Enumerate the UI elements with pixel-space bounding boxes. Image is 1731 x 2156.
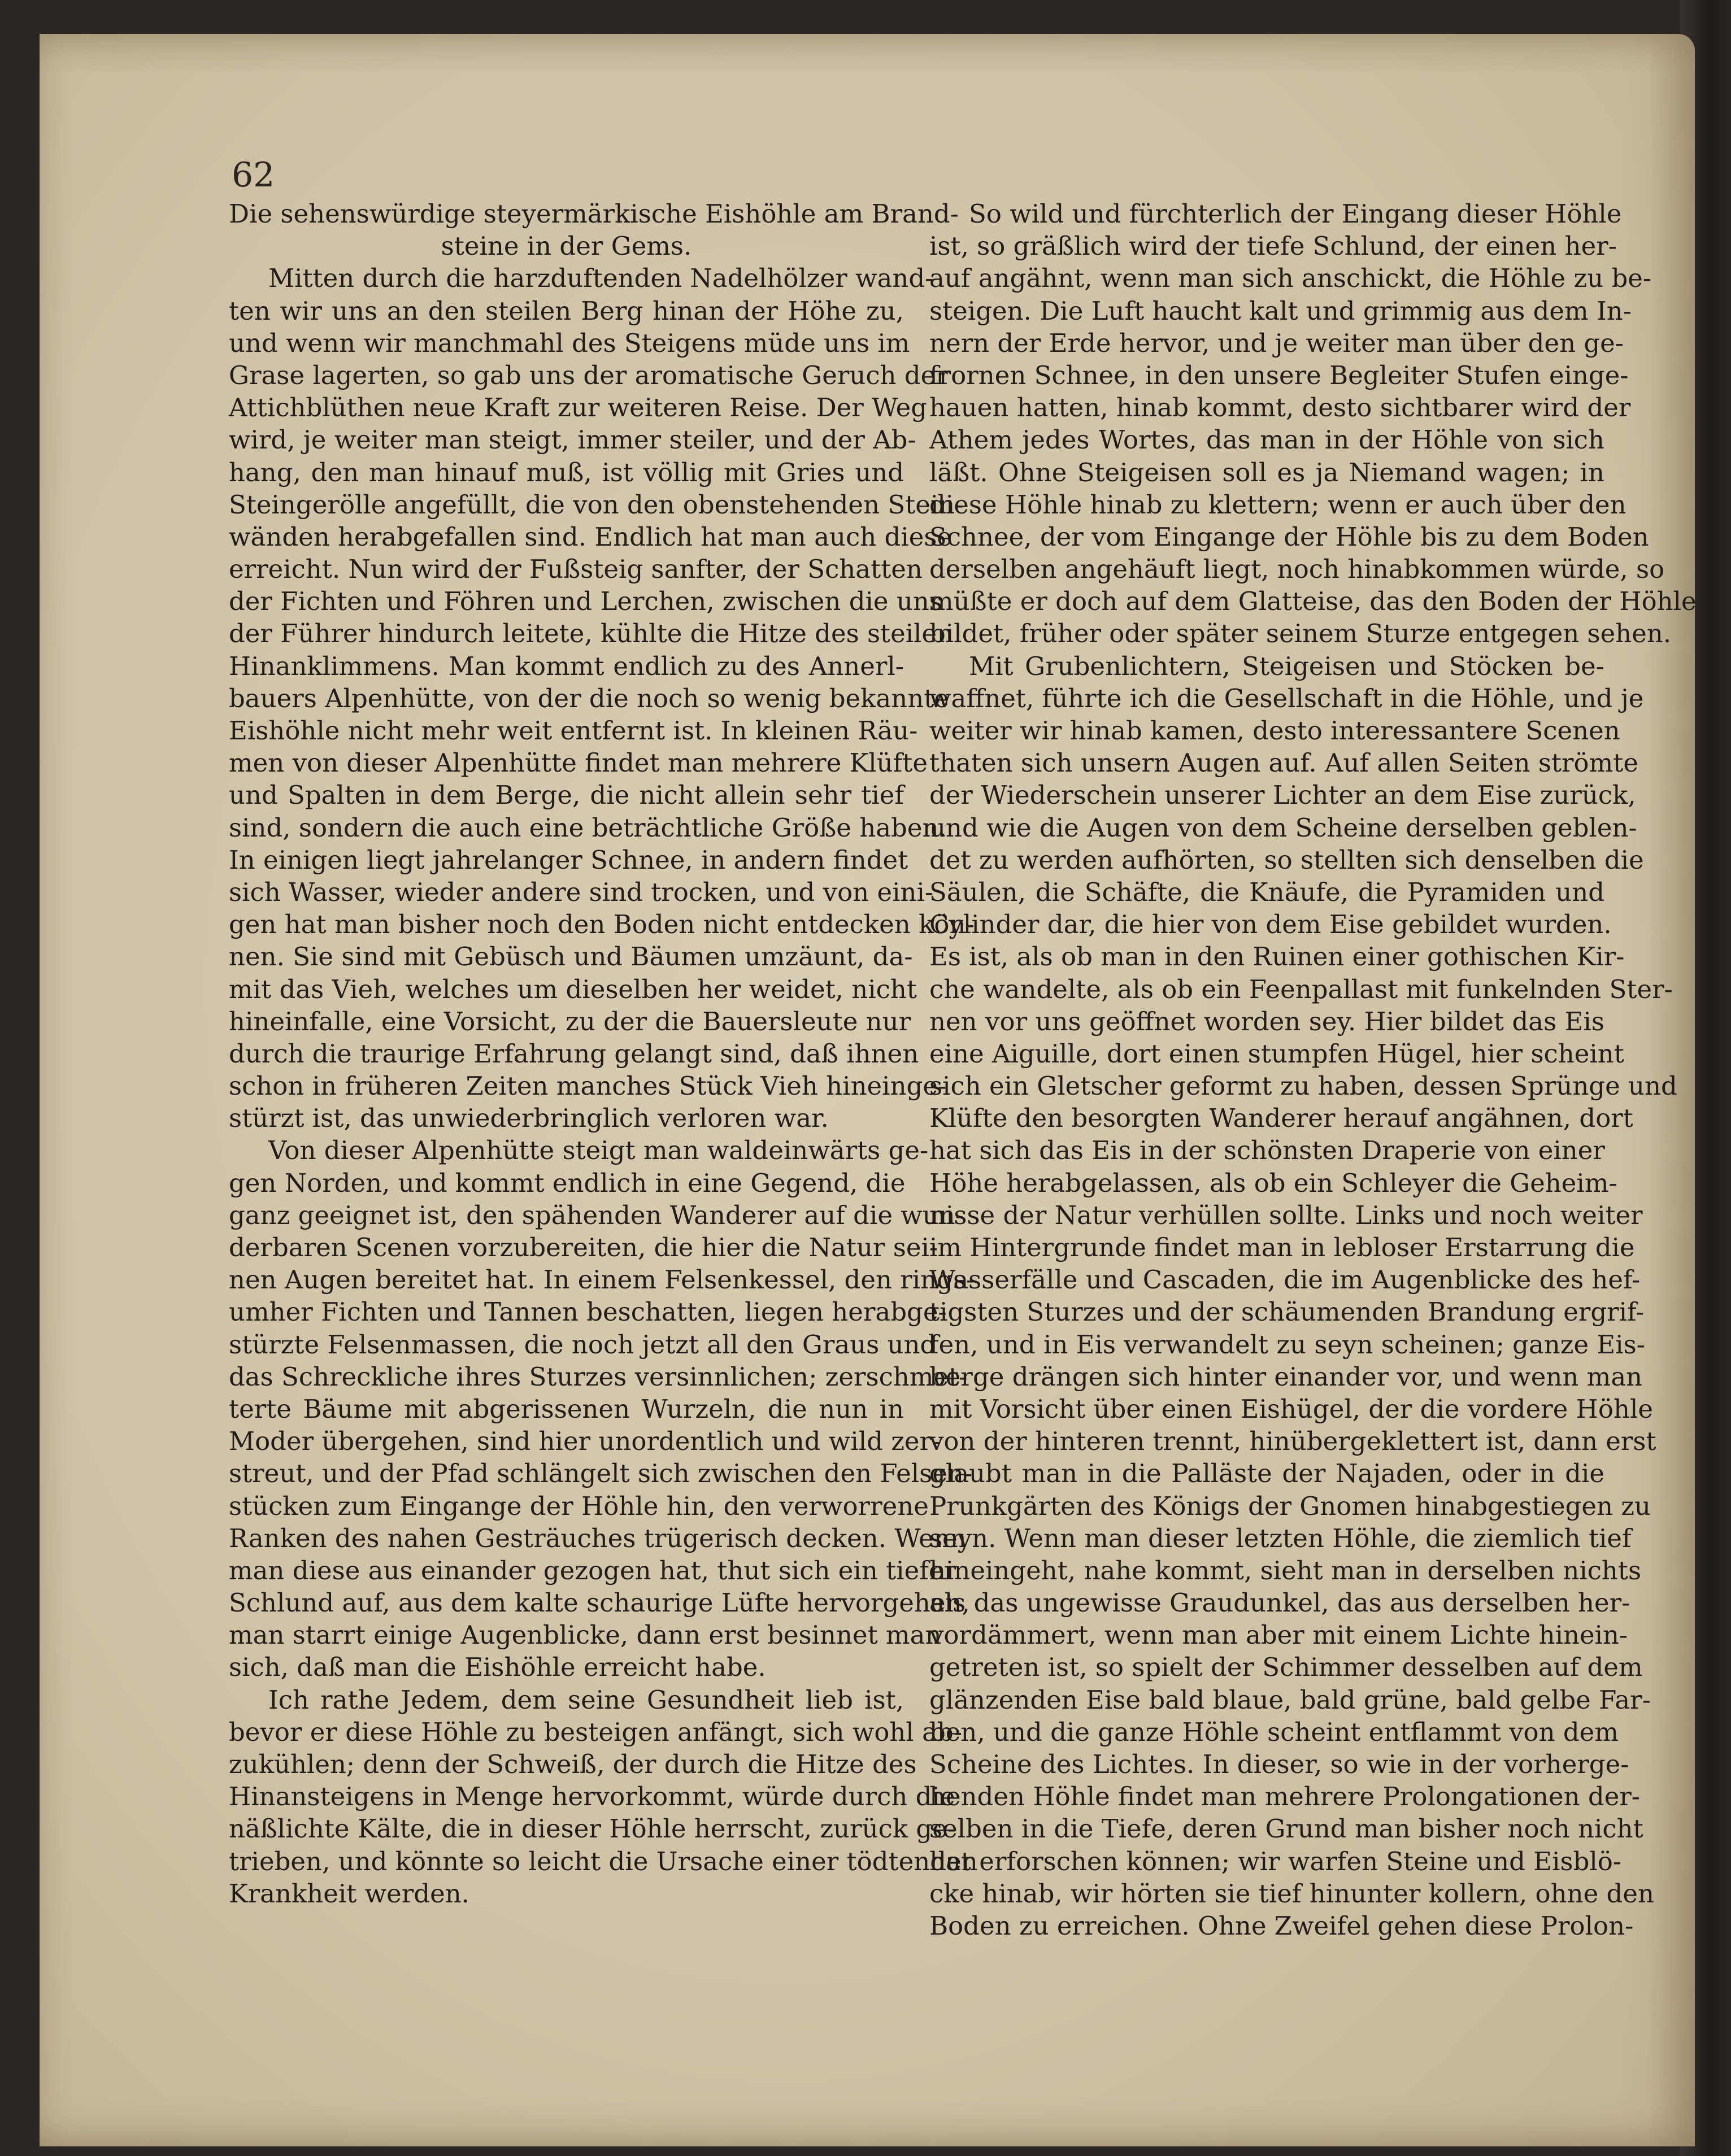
text-line: zukühlen; denn der Schweiß, der durch die Hitze des [229, 1749, 917, 1779]
text-line: Schnee, der vom Eingange der Höhle bis zu dem Boden [929, 521, 1649, 552]
article-title-line: Die sehenswürdige steyermärkische Eishöhle am Brand- [229, 199, 959, 229]
text-line: In einigen liegt jahrelanger Schnee, in andern findet [229, 844, 908, 875]
text-line: glaubt man in die Palläste der Najaden, oder in die [929, 1458, 1604, 1489]
text-line: fen, und in Eis verwandelt zu seyn scheinen; ganze Eis- [929, 1329, 1645, 1360]
text-line: erreicht. Nun wird der Fußsteig sanfter, der Schatten [229, 554, 923, 585]
text-line: und Spalten in dem Berge, die nicht allein sehr tief [229, 780, 904, 811]
text-line: stürzte Felsenmassen, die noch jetzt all den Graus und [229, 1329, 937, 1360]
text-line: Moder übergehen, sind hier unordentlich und wild zer- [229, 1426, 941, 1457]
text-line: che wandelte, als ob ein Feenpallast mit funkelnden Ster- [929, 974, 1673, 1004]
text-line: wird, je weiter man steigt, immer steiler, und der Ab- [229, 425, 916, 455]
text-line: Wasserfälle und Cascaden, die im Augenblicke des hef- [929, 1265, 1641, 1295]
text-line: sind, sondern die auch eine beträchtliche Größe haben. [229, 812, 947, 843]
text-line: frornen Schnee, in den unsere Begleiter Stufen einge- [929, 360, 1629, 390]
text-line: der Wiederschein unserer Lichter an dem Eise zurück, [929, 780, 1636, 811]
text-line: Säulen, die Schäfte, die Knäufe, die Pyramiden und [929, 877, 1604, 907]
text-line: nisse der Natur verhüllen sollte. Links und noch weiter [929, 1200, 1643, 1230]
text-line: Höhe herabgelassen, als ob ein Schleyer die Geheim- [929, 1168, 1617, 1198]
text-line: Hinanklimmens. Man kommt endlich zu des Annerl- [229, 651, 904, 681]
text-line: henden Höhle findet man mehrere Prolongationen der- [929, 1782, 1641, 1812]
text-line: man starrt einige Augenblicke, dann erst besinnet man [229, 1620, 942, 1650]
text-line: mit Vorsicht über einen Eishügel, der die vordere Höhle [929, 1393, 1654, 1424]
text-line: berge drängen sich hinter einander vor, und wenn man [929, 1361, 1643, 1392]
text-line: selben in die Tiefe, deren Grund man bisher noch nicht [929, 1814, 1643, 1844]
text-line: Attichblüthen neue Kraft zur weiteren Reise. Der Weg [229, 393, 928, 423]
text-line: ben, und die ganze Höhle scheint entflammt von dem [929, 1717, 1619, 1747]
text-line: gen Norden, und kommt endlich in eine Gegend, die [229, 1168, 906, 1198]
text-line: derbaren Scenen vorzubereiten, die hier die Natur sei- [229, 1232, 938, 1262]
text-line: hang, den man hinauf muß, ist völlig mit Gries und [229, 457, 904, 487]
text-line: nen Augen bereitet hat. In einem Felsenkessel, den rings- [229, 1265, 975, 1295]
text-line: diese Höhle hinab zu klettern; wenn er auch über den [929, 489, 1626, 520]
text-line: So wild und fürchterlich der Eingang dieser Höhle [969, 199, 1622, 229]
text-line: auf angähnt, wenn man sich anschickt, die Höhle zu be- [929, 263, 1652, 294]
text-line: sich, daß man die Eishöhle erreicht habe. [229, 1652, 766, 1683]
text-line: stücken zum Eingange der Höhle hin, den verworrene [229, 1491, 929, 1521]
text-line: läßt. Ohne Steigeisen soll es ja Niemand wagen; in [929, 457, 1604, 487]
text-line: und wie die Augen von dem Scheine derselben geblen- [929, 812, 1637, 843]
text-line: der Fichten und Föhren und Lerchen, zwischen die uns [229, 586, 942, 617]
left-column [229, 198, 978, 1910]
text-line: Grase lagerten, so gab uns der aromatische Geruch der [229, 360, 948, 390]
text-line: das Schreckliche ihres Sturzes versinnlichen; zerschmet- [229, 1361, 968, 1392]
text-line: Hinansteigens in Menge hervorkommt, würde durch die [229, 1782, 955, 1812]
text-line: men von dieser Alpenhütte findet man mehrere Klüfte [229, 748, 928, 778]
text-line: terte Bäume mit abgerissenen Wurzeln, die nun in [229, 1393, 904, 1424]
text-line: stürzt ist, das unwiederbringlich verloren war. [229, 1103, 829, 1134]
text-line: bauers Alpenhütte, von der die noch so wenig bekannte [229, 683, 949, 713]
text-line: Schlund auf, aus dem kalte schaurige Lüfte hervorgehen, [229, 1588, 970, 1618]
text-line: hineinfalle, eine Vorsicht, zu der die Bauersleute nur [229, 1006, 911, 1036]
text-line: Eishöhle nicht mehr weit entfernt ist. In kleinen Räu- [229, 716, 918, 746]
text-line: wänden herabgefallen sind. Endlich hat man auch diese [229, 521, 953, 552]
text-line: derselben angehäuft liegt, noch hinabkommen würde, so [929, 554, 1665, 585]
text-line: Mitten durch die harzduftenden Nadelhölzer wand- [268, 263, 934, 294]
book-page [40, 34, 1695, 2146]
text-line: waffnet, führte ich die Gesellschaft in die Höhle, und je [929, 683, 1644, 713]
text-line: Prunkgärten des Königs der Gnomen hinabgestiegen zu [929, 1491, 1651, 1521]
text-line: Ranken des nahen Gesträuches trügerisch decken. Wenn [229, 1523, 967, 1553]
text-line: Athem jedes Wortes, das man in der Höhle von sich [929, 425, 1604, 455]
text-line: hineingeht, nahe kommt, sieht man in derselben nichts [929, 1555, 1642, 1586]
text-line: Cylinder dar, die hier von dem Eise gebildet wurden. [929, 909, 1612, 940]
text-line: ten wir uns an den steilen Berg hinan der Höhe zu, [229, 295, 904, 326]
text-line: Krankheit werden. [229, 1878, 469, 1909]
text-line: glänzenden Eise bald blaue, bald grüne, bald gelbe Far- [929, 1684, 1651, 1715]
text-line: Steingerölle angefüllt, die von den obenstehenden Stein- [229, 489, 964, 520]
text-line: Boden zu erreichen. Ohne Zweifel gehen diese Prolon- [929, 1910, 1634, 1941]
text-line: sich Wasser, wieder andere sind trocken, und von eini- [229, 877, 934, 907]
text-line: weiter wir hinab kamen, desto interessantere Scenen [929, 716, 1620, 746]
right-column [929, 198, 1697, 1942]
text-line: steigen. Die Luft haucht kalt und grimmig aus dem In- [929, 295, 1632, 326]
text-line: Es ist, als ob man in den Ruinen einer gothischen Kir- [929, 942, 1625, 972]
text-line: gen hat man bisher noch den Boden nicht entdecken kön- [229, 909, 975, 940]
text-line: seyn. Wenn man dieser letzten Höhle, die ziemlich tief [929, 1523, 1632, 1553]
text-line: bevor er diese Höhle zu besteigen anfängt, sich wohl ab- [229, 1717, 962, 1747]
text-line: det zu werden aufhörten, so stellten sich denselben die [929, 844, 1644, 875]
text-line: umher Fichten und Tannen beschatten, liegen herabge- [229, 1297, 947, 1327]
text-line: sich ein Gletscher geformt zu haben, dessen Sprünge und [929, 1071, 1677, 1101]
text-line: nen vor uns geöffnet worden sey. Hier bildet das Eis [929, 1006, 1604, 1036]
text-line: man diese aus einander gezogen hat, thut sich ein tiefer [229, 1555, 956, 1586]
text-line: der Führer hindurch leitete, kühlte die Hitze des steilen [229, 619, 954, 649]
text-line: nen. Sie sind mit Gebüsch und Bäumen umzäunt, da- [229, 942, 913, 972]
text-line: Scheine des Lichtes. In dieser, so wie in der vorherge- [929, 1749, 1629, 1779]
text-line: müßte er doch auf dem Glatteise, das den Boden der Höhle [929, 586, 1697, 617]
text-line: Ich rathe Jedem, dem seine Gesundheit lieb ist, [268, 1684, 904, 1715]
text-line: von der hinteren trennt, hinübergeklettert ist, dann erst [929, 1426, 1656, 1457]
article-title-line: steine in der Gems. [441, 231, 692, 262]
text-line: tigsten Sturzes und der schäumenden Brandung ergrif- [929, 1297, 1645, 1327]
text-line: schon in früheren Zeiten manches Stück Vieh hineinge- [229, 1071, 947, 1101]
text-line: mit das Vieh, welches um dieselben her weidet, nicht [229, 974, 917, 1004]
text-line: als das ungewisse Graudunkel, das aus derselben her- [929, 1588, 1630, 1618]
text-line: im Hintergrunde findet man in lebloser Erstarrung die [929, 1232, 1635, 1262]
text-line: hat erforschen können; wir warfen Steine und Eisblö- [929, 1846, 1622, 1876]
text-line: streut, und der Pfad schlängelt sich zwischen den Felsen- [229, 1458, 973, 1489]
text-line: ganz geeignet ist, den spähenden Wanderer auf die wun- [229, 1200, 964, 1230]
text-line: trieben, und könnte so leicht die Ursache einer tödtenden [229, 1846, 978, 1876]
text-line: bildet, früher oder später seinem Sturze entgegen sehen. [929, 619, 1672, 649]
text-line: thaten sich unsern Augen auf. Auf allen Seiten strömte [929, 748, 1639, 778]
text-line: Klüfte den besorgten Wanderer herauf angähnen, dort [929, 1103, 1633, 1134]
text-line: hauen hatten, hinab kommt, desto sichtbarer wird der [929, 393, 1631, 423]
text-line: cke hinab, wir hörten sie tief hinunter kollern, ohne den [929, 1878, 1654, 1909]
text-line: ist, so gräßlich wird der tiefe Schlund, der einen her- [929, 231, 1617, 262]
text-line: getreten ist, so spielt der Schimmer desselben auf dem [929, 1652, 1643, 1683]
text-line: Von dieser Alpenhütte steigt man waldeinwärts ge- [268, 1135, 929, 1166]
text-line: durch die traurige Erfahrung gelangt sind, daß ihnen [229, 1038, 919, 1069]
page-number: 62 [232, 155, 275, 195]
text-line: eine Aiguille, dort einen stumpfen Hügel, hier scheint [929, 1038, 1624, 1069]
text-line: nern der Erde hervor, und je weiter man über den ge- [929, 328, 1624, 358]
text-line: Mit Grubenlichtern, Steigeisen und Stöcken be- [969, 651, 1604, 681]
text-line: näßlichte Kälte, die in dieser Höhle herrscht, zurück ge- [229, 1814, 956, 1844]
text-line: und wenn wir manchmahl des Steigens müde uns im [229, 328, 910, 358]
text-line: vordämmert, wenn man aber mit einem Lichte hinein- [929, 1620, 1628, 1650]
text-line: hat sich das Eis in der schönsten Draperie von einer [929, 1135, 1605, 1166]
